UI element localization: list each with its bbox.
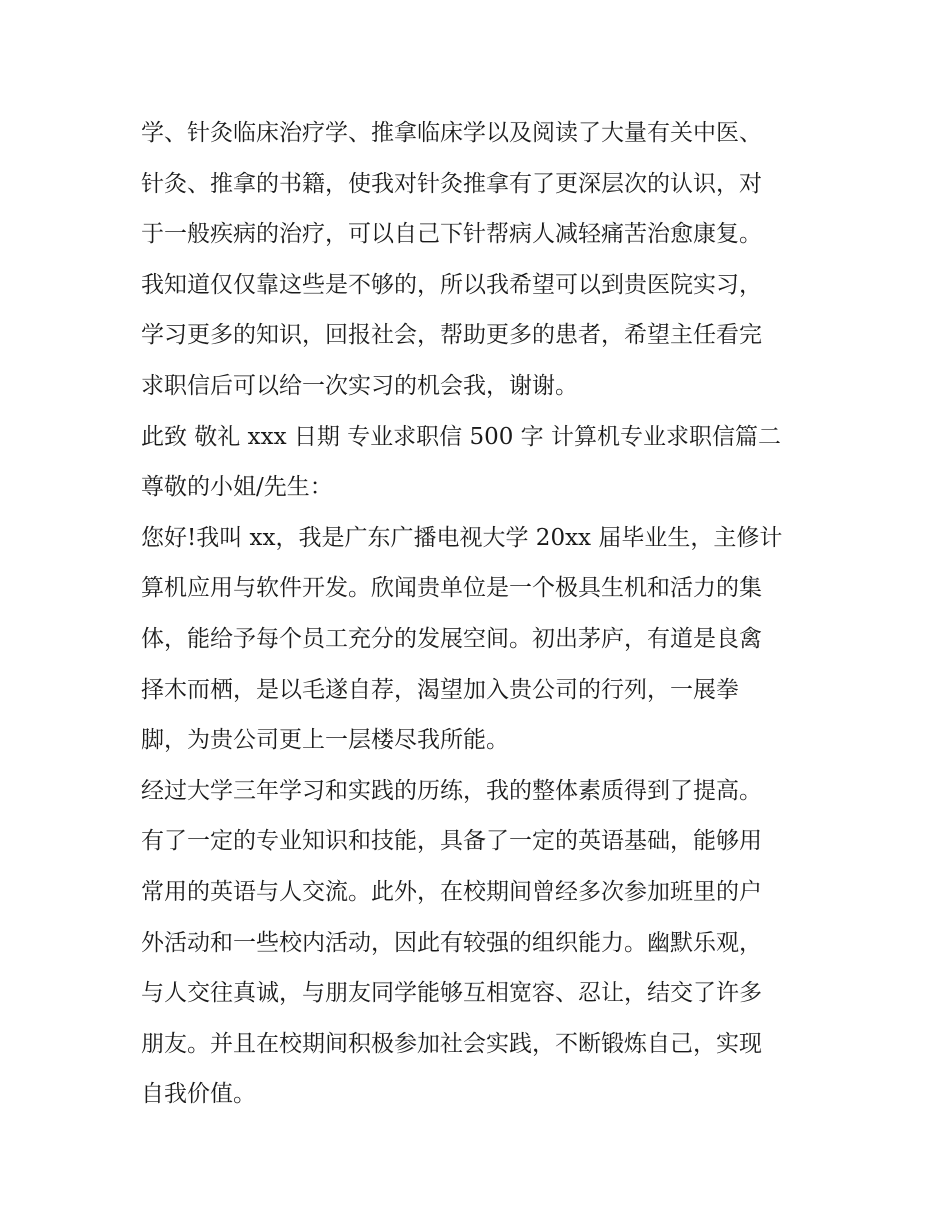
text-line: 择木而栖，是以毛遂自荐，渴望加入贵公司的行列，一展拳 [141,676,739,703]
text-line: 我知道仅仅靠这些是不够的，所以我希望可以到贵医院实习， [141,271,762,298]
text-line: 尊敬的小姐/先生： [141,474,333,501]
text-line: 于一般疾病的治疗，可以自己下针帮病人减轻痛苦治愈康复。 [141,221,762,248]
text-line: 算机应用与软件开发。欣闻贵单位是一个极具生机和活力的集 [141,575,762,602]
text-line: 您好!我叫 xx，我是广东广播电视大学 20xx 届毕业生，主修计 [141,524,783,551]
text-line: 求职信后可以给一次实习的机会我，谢谢。 [141,372,578,399]
text-line: 体，能给予每个员工充分的发展空间。初出茅庐，有道是良禽 [141,625,762,652]
text-line: 自我价值。 [141,1081,256,1108]
text-line: 外活动和一些校内活动，因此有较强的组织能力。幽默乐观， [141,929,762,956]
text-line: 学、针灸临床治疗学、推拿临床学以及阅读了大量有关中医、 [141,120,762,146]
text-line: 学习更多的知识，回报社会，帮助更多的患者，希望主任看完 [141,322,762,349]
text-line: 与人交往真诚，与朋友同学能够互相宽容、忍让，结交了许多 [141,980,762,1007]
text-line: 有了一定的专业知识和技能，具备了一定的英语基础，能够用 [141,828,762,855]
text-line: 脚，为贵公司更上一层楼尽我所能。 [141,727,509,754]
text-line: 朋友。并且在校期间积极参加社会实践，不断锻炼自己，实现 [141,1030,762,1057]
text-line: 针灸、推拿的书籍，使我对针灸推拿有了更深层次的认识，对 [141,170,762,197]
document-body [141,108,821,1120]
text-line: 此致 敬礼 xxx 日期 专业求职信 500 字 计算机专业求职信篇二 [141,423,781,450]
text-line: 经过大学三年学习和实践的历练，我的整体素质得到了提高。 [141,777,762,804]
text-line: 常用的英语与人交流。此外，在校期间曾经多次参加班里的户 [141,878,762,905]
